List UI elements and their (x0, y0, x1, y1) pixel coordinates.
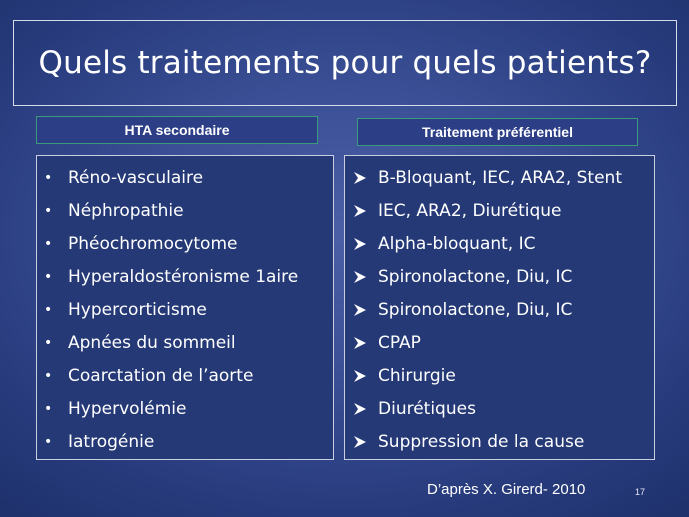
arrowhead-icon (353, 270, 378, 284)
cause-label: Apnées du sommeil (68, 332, 236, 353)
cause-label: Réno-vasculaire (68, 167, 204, 188)
cause-label: Phéochromocytome (68, 233, 238, 254)
bullet-icon: • (44, 202, 53, 219)
arrowhead-icon (353, 204, 378, 218)
cause-label: Hypercorticisme (68, 299, 207, 320)
treatment-item (345, 359, 654, 392)
arrowhead-icon (353, 435, 378, 449)
cause-item (37, 293, 333, 326)
treatments-list-box (344, 155, 655, 460)
cause-label: Hypervolémie (68, 398, 187, 419)
bullet-icon: • (44, 301, 53, 318)
treatment-label: Chirurgie (378, 365, 456, 386)
treatment-label: Suppression de la cause (378, 431, 585, 452)
slide-title: Quels traitements pour quels patients? (38, 45, 652, 81)
treatment-label: IEC, ARA2, Diurétique (378, 200, 562, 221)
arrowhead-icon (353, 369, 378, 383)
cause-item (37, 392, 333, 425)
bullet-icon: • (44, 433, 53, 450)
treatment-label: Alpha-bloquant, IC (378, 233, 536, 254)
cause-item (37, 227, 333, 260)
treatment-label: B-Bloquant, IEC, ARA2, Stent (378, 167, 623, 188)
cause-item (37, 194, 333, 227)
treatment-label: Spironolactone, Diu, IC (378, 266, 573, 287)
cause-item (37, 326, 333, 359)
cause-item (37, 161, 333, 194)
treatment-item (345, 227, 654, 260)
causes-list-box (36, 155, 334, 460)
header-traitement-preferentiel: Traitement préférentiel (357, 118, 638, 146)
treatment-item (345, 161, 654, 194)
treatment-label: Diurétiques (378, 398, 476, 419)
cause-label: Iatrogénie (68, 431, 155, 452)
cause-item (37, 425, 333, 458)
treatment-label: CPAP (378, 332, 421, 353)
source-citation: D’après X. Girerd- 2010 (427, 481, 586, 498)
causes-list (37, 156, 333, 458)
bullet-icon: • (44, 400, 53, 417)
bullet-icon: • (44, 367, 53, 384)
arrowhead-icon (353, 336, 378, 350)
treatment-label: Spironolactone, Diu, IC (378, 299, 573, 320)
treatment-item (345, 425, 654, 458)
bullet-icon: • (44, 169, 53, 186)
bullet-icon: • (44, 334, 53, 351)
cause-item (37, 260, 333, 293)
header-hta-secondaire: HTA secondaire (36, 116, 318, 144)
treatments-list (345, 156, 654, 458)
arrowhead-icon (353, 237, 378, 251)
arrowhead-icon (353, 171, 378, 185)
bullet-icon: • (44, 268, 53, 285)
arrowhead-icon (353, 303, 378, 317)
cause-item (37, 359, 333, 392)
treatment-item (345, 293, 654, 326)
title-frame (13, 20, 677, 106)
page-number: 17 (635, 487, 646, 497)
treatment-item (345, 194, 654, 227)
treatment-item (345, 392, 654, 425)
bullet-icon: • (44, 235, 53, 252)
cause-label: Hyperaldostéronisme 1aire (68, 266, 299, 287)
cause-label: Coarctation de l’aorte (68, 365, 254, 386)
treatment-item (345, 326, 654, 359)
treatment-item (345, 260, 654, 293)
arrowhead-icon (353, 402, 378, 416)
cause-label: Néphropathie (68, 200, 184, 221)
